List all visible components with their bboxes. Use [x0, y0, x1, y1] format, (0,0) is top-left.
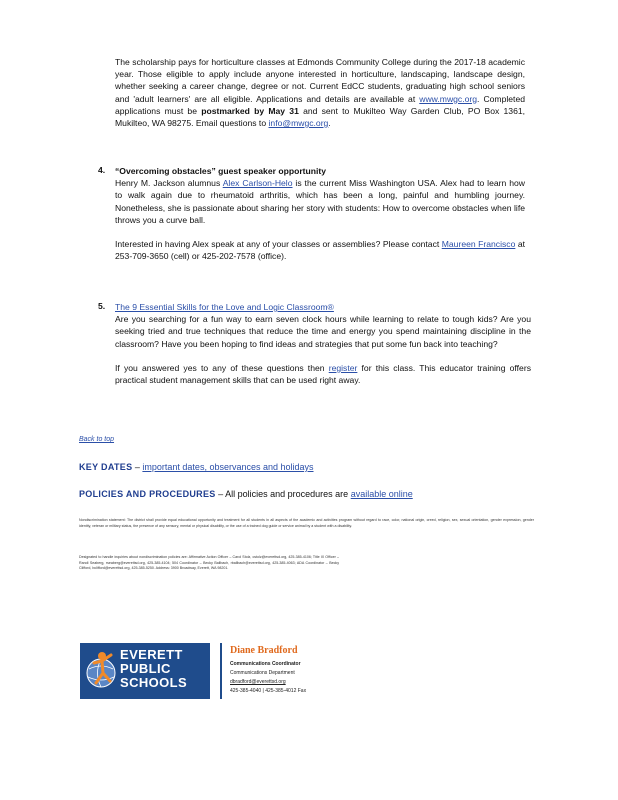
register-link[interactable]: register [328, 362, 358, 373]
item-4-title: “Overcoming obstacles” guest speaker opportunity [115, 166, 327, 176]
signature-name: Diane Bradford [230, 645, 298, 656]
maureen-francisco-link[interactable]: Maureen Francisco [441, 239, 516, 250]
signature-phone: 425-385-4040 | 425-385-4012 Fax [230, 688, 307, 694]
logo-wordmark [120, 648, 187, 690]
nondiscrimination-statement: Nondiscrimination statement: The district shall provide equal educational opportunity and treatment for all students in all aspects of the academic and activities program without regard to race, color, national origin, creed, religion, sex, sexual orientation, gender expression, gender identity, veteran or military status, the presence of any sensory, mental or physical disability, or the use of a trained dog guide or service animal by a student with a disability. [79, 518, 534, 528]
scholarship-text-4: . [328, 118, 331, 129]
item-5-text-1: Are you searching for a fun way to earn seven clock hours while learning to relate to tough kids? Are you seeking tried and true techniques that reduce the time and energy you spend maintaining discipline in the classroom? Have you been hoping to find ideas and strategies that put some fun back into teaching? [115, 314, 531, 349]
postmark-deadline: postmarked by May 31 [201, 105, 299, 116]
policies-link[interactable]: available online [350, 489, 413, 499]
item-5-block [115, 301, 531, 386]
item-5-text-3: for this class. This educator training offers practical student management skills that can be used right away. [115, 362, 531, 386]
key-dates-link[interactable]: important dates, observances and holidays [142, 462, 314, 472]
nondiscrimination-contacts: Designated to handle inquiries about nondiscrimination policies are: Affirmative Action Officer – Carol Stolz, cstolz@everettsd.org, 425-385-4106; Title IX Officer – Randi Seaberg, rseaberg@everettsd.org, 425-385-4104; 504 Coordinator – Becky Ballbach, rballbach@everettsd.org, 425-385-4063; ADA Coordinator – Becky Clifford, bclifford@everettsd.org, 425-385-5250. Address: 3900 Broadway, Everett, WA 98201. [79, 555, 339, 571]
key-dates-label: KEY DATES [79, 462, 133, 472]
mwgc-website-link[interactable]: www.mwgc.org [419, 93, 478, 104]
key-dates-sep: – [132, 462, 143, 472]
policies-label: POLICIES AND PROCEDURES [79, 489, 216, 499]
alex-carlson-helo-link[interactable]: Alex Carlson-Helo [222, 178, 293, 189]
signature-title: Communications Coordinator [230, 661, 301, 667]
item-4-block [115, 165, 525, 262]
item-4-number: 4. [98, 165, 106, 175]
item-4-text-4: at 253-709-3650 (cell) or 425-202-7578 (office). [115, 239, 525, 262]
signature-email-link[interactable]: dbradford@everettsd.org [230, 679, 286, 685]
policies-text: – All policies and procedures are [215, 489, 351, 499]
love-and-logic-link[interactable]: The 9 Essential Skills for the Love and Logic Classroom® [115, 302, 334, 312]
logo-line-2: PUBLIC [120, 661, 171, 676]
logo-line-3: SCHOOLS [120, 675, 188, 690]
item-5-text-2: If you answered yes to any of these questions then [115, 362, 329, 373]
signature-divider [220, 643, 222, 699]
signature-block [80, 643, 520, 703]
item-4-text-2: is the current Miss Washington USA. Alex had to learn how to walk again due to rheumatoid arthritis, which has been a long, painful and humbling journey. Nonetheless, she is passionate about sharing her story with students: How to overcome obstacles when life throws you a curve ball. [115, 178, 525, 225]
item-4-text-3: Interested in having Alex speak at any of your classes or assemblies? Please contact [115, 239, 442, 250]
item-5-number: 5. [98, 301, 106, 311]
key-dates-section [79, 462, 314, 472]
globe-figure-icon [84, 649, 118, 693]
item-4-text-1: Henry M. Jackson alumnus [115, 178, 223, 189]
policies-section [79, 489, 413, 499]
scholarship-text-1: The scholarship pays for horticulture classes at Edmonds Community College during the 2017-18 academic year. Those eligible to apply include anyone interested in horticulture, landscaping, landscape design, whether seeking a career change, degree or not. Current EdCC students, graduating high school seniors and 'adult learners' are all eligible. Applications and details are available at [115, 57, 525, 104]
back-to-top-link[interactable]: Back to top [79, 436, 115, 443]
scholarship-text-2: . Completed applications must be [115, 93, 525, 116]
scholarship-paragraph [115, 56, 525, 129]
mwgc-email-link[interactable]: info@mwgc.org [268, 118, 329, 129]
scholarship-text-3: and sent to Mukilteo Way Garden Club, PO Box 1361, Mukilteo, WA 98275. Email questions to [115, 105, 526, 129]
signature-department: Communications Department [230, 670, 295, 676]
everett-public-schools-logo [80, 643, 210, 699]
logo-line-1: EVERETT [120, 647, 183, 662]
